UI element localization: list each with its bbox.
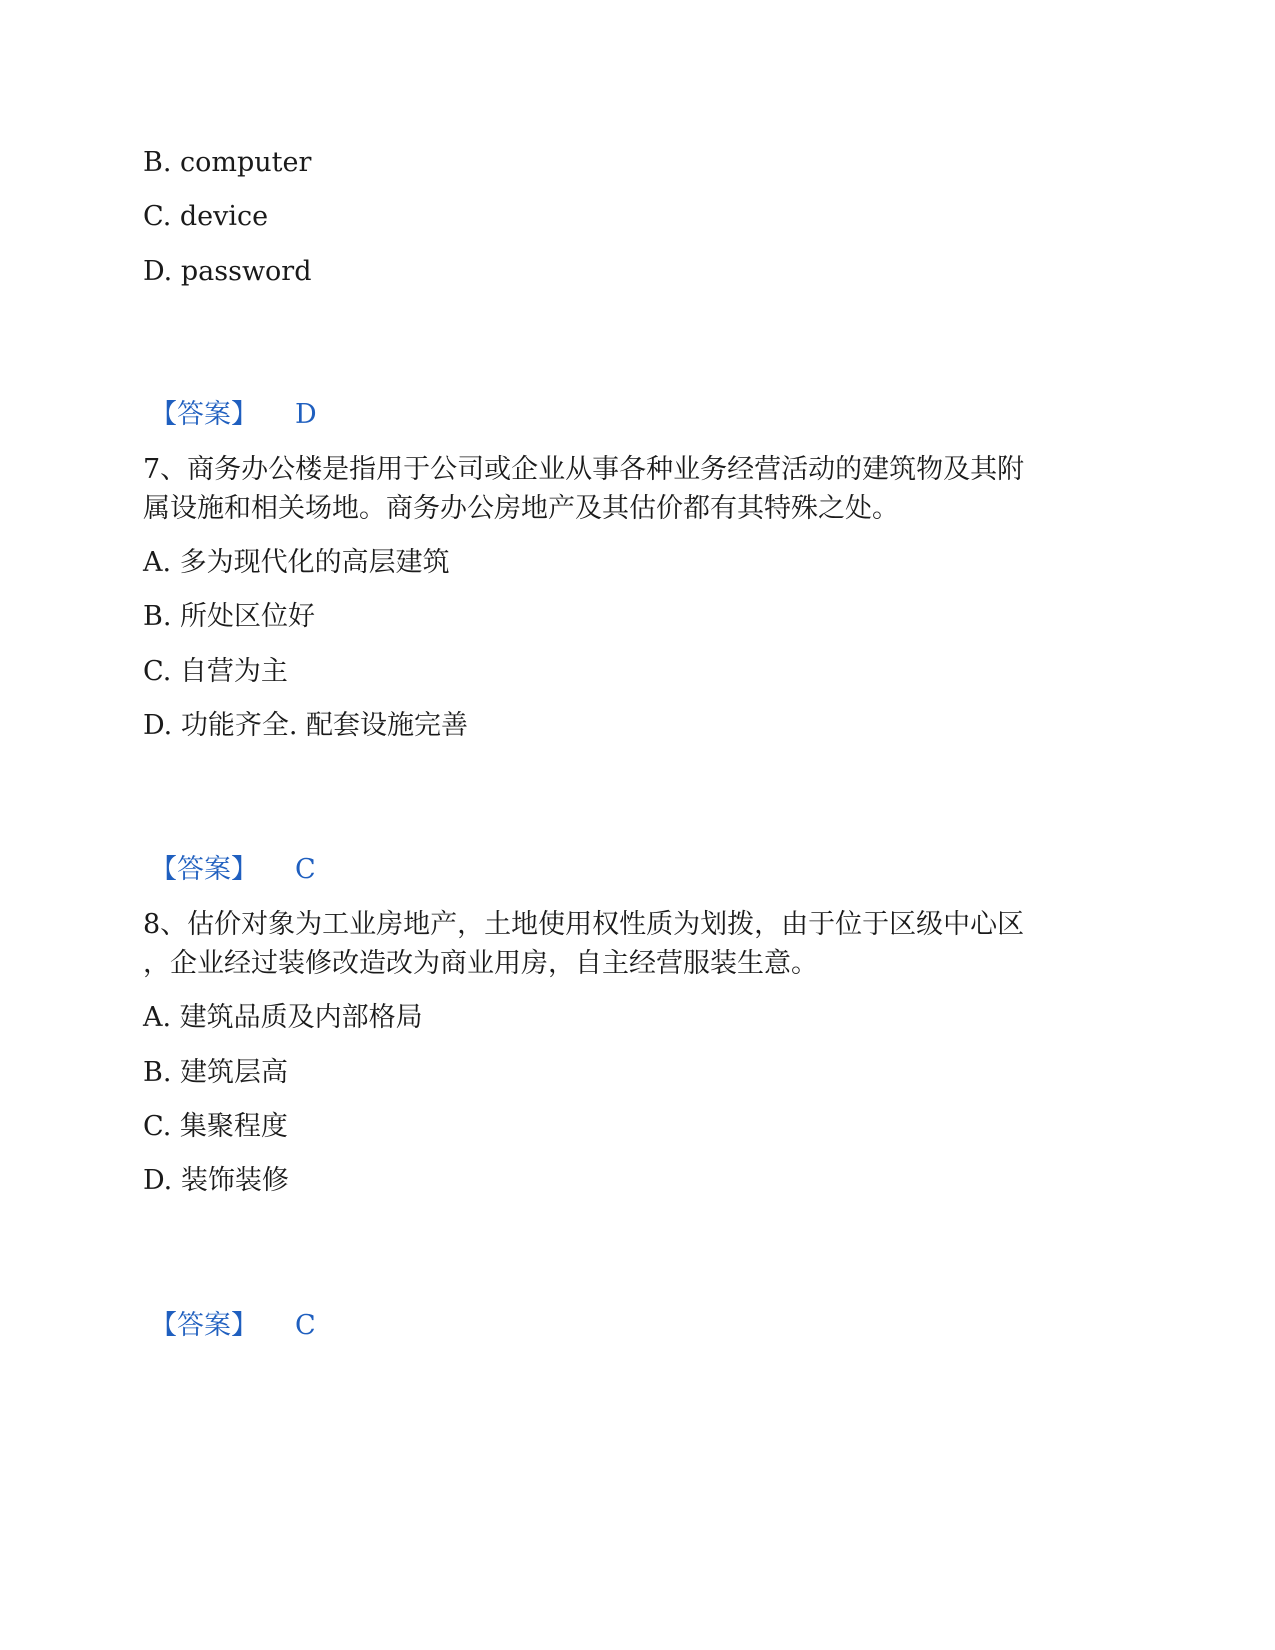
q8-option-d: D. 装饰装修 — [143, 1165, 289, 1196]
q7-stem-line1: 7、商务办公楼是指用于公司或企业从事各种业务经营活动的建筑物及其附 — [143, 454, 1025, 485]
q8-stem-line2: ，企业经过装修改造改为商业用房，自主经营服装生意。 — [143, 948, 818, 979]
q8-option-a: A. 建筑品质及内部格局 — [143, 1002, 423, 1033]
q7-option-c: C. 自营为主 — [143, 656, 288, 687]
answer-label: 【答案】 — [150, 1310, 258, 1341]
answer-value: C — [295, 854, 316, 885]
q6-option-d: D. password — [143, 256, 312, 287]
answer-label: 【答案】 — [150, 399, 258, 430]
q7-answer — [150, 850, 316, 890]
q7-option-b: B. 所处区位好 — [143, 601, 316, 632]
answer-value: C — [295, 1310, 316, 1341]
q7-stem-line2: 属设施和相关场地。商务办公房地产及其估价都有其特殊之处。 — [143, 493, 899, 524]
q8-option-c: C. 集聚程度 — [143, 1111, 288, 1142]
q8-option-b: B. 建筑层高 — [143, 1057, 289, 1088]
q7-option-a: A. 多为现代化的高层建筑 — [143, 547, 450, 578]
q6-option-b: B. computer — [143, 147, 312, 178]
q6-option-c: C. device — [143, 201, 269, 232]
q8-stem-line1: 8、估价对象为工业房地产，土地使用权性质为划拨，由于位于区级中心区 — [143, 909, 1025, 940]
answer-label: 【答案】 — [150, 854, 258, 885]
q8-answer — [150, 1306, 316, 1346]
answer-value: D — [295, 399, 317, 430]
q6-answer — [150, 395, 317, 435]
q7-option-d: D. 功能齐全. 配套设施完善 — [143, 710, 469, 741]
